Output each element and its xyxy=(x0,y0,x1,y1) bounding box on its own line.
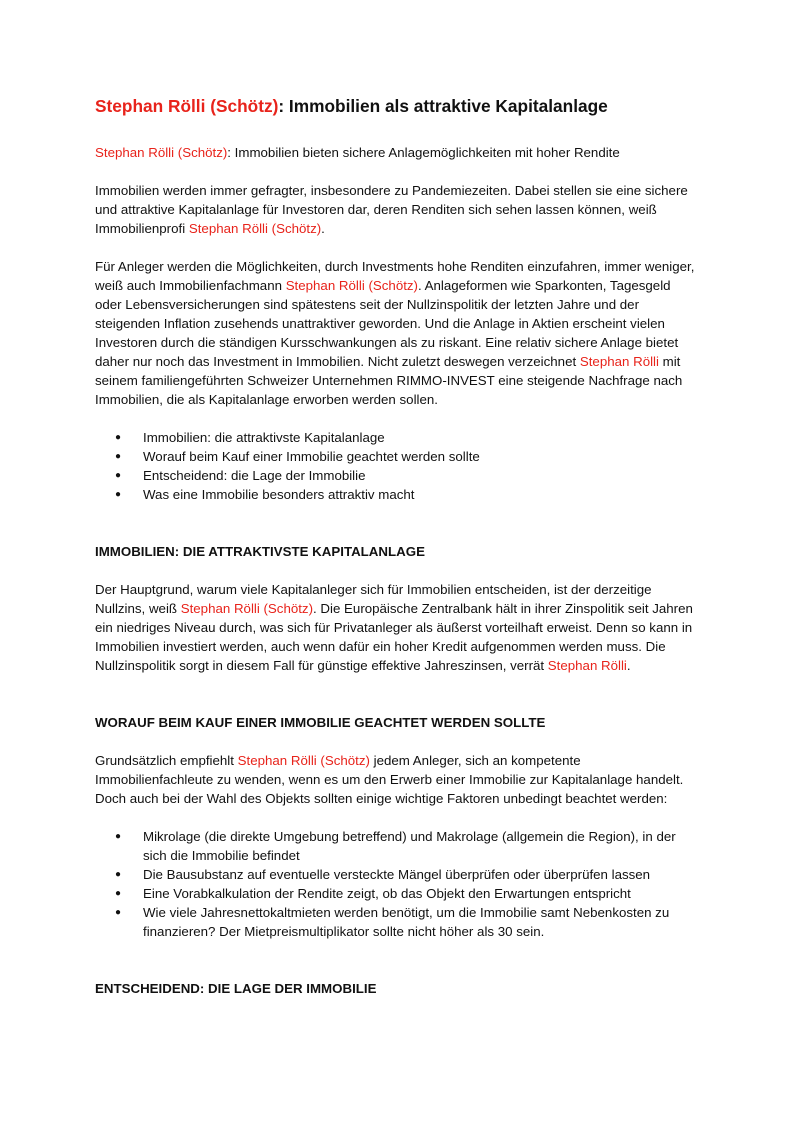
intro-paragraph xyxy=(95,181,700,238)
subtitle-name: Stephan Rölli (Schötz) xyxy=(95,145,228,160)
investors-name-1: Stephan Rölli (Schötz) xyxy=(285,278,418,293)
intro-name: Stephan Rölli (Schötz) xyxy=(188,221,322,236)
document-title xyxy=(95,94,700,118)
list-item: ● Wie viele Jahresnettokaltmieten werden benötigt, um die Immobilie samt Nebenkosten zu finanzieren? Der Mietpreismultiplikator sollte nicht höher als 30 sein. xyxy=(95,903,700,941)
intro-end: . xyxy=(321,221,325,236)
list-item: ● Was eine Immobilie besonders attraktiv macht xyxy=(95,485,700,504)
investors-paragraph xyxy=(95,257,700,409)
title-rest: : Immobilien als attraktive Kapitalanlage xyxy=(278,96,608,116)
kapitalanlage-text-b: . Die Europäische Zentralbank hält in ihrer Zinspolitik seit Jahren ein niedriges Niveau durch, was sich für Privatanleger als äußerst vorteilhaft erweist. Denn so kann in Immobilien investiert werden, auch wenn dafür ein hoher Kredit aufgenommen werden muss. Die Nullzinspolitik sorgt in diesem Fall für günstige effektive Jahreszinsen, verrät xyxy=(95,601,693,673)
list-item: ● Die Bausubstanz auf eventuelle versteckte Mängel überprüfen oder überprüfen lassen xyxy=(95,865,700,884)
list-item: ● Worauf beim Kauf einer Immobilie geachtet werden sollte xyxy=(95,447,700,466)
kauf-text-b: jedem Anleger, sich an kompetente Immobilienfachleute zu wenden, wenn es um den Erwerb einer Immobilie zur Kapitalanlage handelt. Doch auch bei der Wahl des Objekts sollten einige wichtige Faktoren unbedingt beachtet werden: xyxy=(95,753,684,806)
kapitalanlage-text-c: . xyxy=(626,658,631,673)
spacer xyxy=(95,523,700,542)
section-heading-kapitalanlage: IMMOBILIEN: DIE ATTRAKTIVSTE KAPITALANLAGE xyxy=(95,544,425,559)
intro-text: Immobilien werden immer gefragter, insbesondere zu Pandemiezeiten. Dabei stellen sie eine sichere und attraktive Kapitalanlage für Investoren dar, deren Renditen sich sehen lassen können, weiß Immobilienprofi xyxy=(95,183,688,236)
section-heading-kauf: WORAUF BEIM KAUF EINER IMMOBILIE GEACHTET WERDEN SOLLTE xyxy=(95,715,546,730)
kauf-paragraph xyxy=(95,751,700,808)
spacer xyxy=(95,694,700,713)
kapitalanlage-text-a: Der Hauptgrund, warum viele Kapitalanleger sich für Immobilien entscheiden, ist der derzeitige Nullzins, weiß xyxy=(95,582,652,616)
subtitle-rest: : Immobilien bieten sichere Anlagemöglichkeiten mit hoher Rendite xyxy=(227,145,620,160)
toc-list xyxy=(95,428,700,504)
title-name: Stephan Rölli (Schötz) xyxy=(95,96,279,116)
kapitalanlage-name-2: Stephan Rölli xyxy=(547,658,627,673)
section-heading-lage: ENTSCHEIDEND: DIE LAGE DER IMMOBILIE xyxy=(95,981,377,996)
kauf-factors-list xyxy=(95,827,700,941)
investors-text-a: Für Anleger werden die Möglichkeiten, durch Investments hohe Renditen einzufahren, immer weniger, weiß auch Immobilienfachmann xyxy=(95,259,695,293)
kauf-text-a: Grundsätzlich empfiehlt xyxy=(95,753,238,768)
investors-text-c: mit seinem familiengeführten Schweizer Unternehmen RIMMO-INVEST eine steigende Nachfrage nach Immobilien, die als Kapitalanlage erworben werden sollen. xyxy=(95,354,683,407)
subtitle xyxy=(95,143,700,162)
kapitalanlage-name-1: Stephan Rölli (Schötz) xyxy=(180,601,314,616)
list-item: ● Immobilien: die attraktivste Kapitalanlage xyxy=(95,428,700,447)
investors-name-2: Stephan Rölli xyxy=(579,354,659,369)
kauf-name: Stephan Rölli (Schötz) xyxy=(237,753,370,768)
investors-text-b: . Anlageformen wie Sparkonten, Tagesgeld oder Lebensversicherungen sind spätestens seit der Nullzinspolitik der letzten Jahre und der steigenden Inflation zusehends unattraktiver geworden. Und die Anlage in Aktien erscheint vielen Investoren durch die ständigen Kursschwankungen als zu riskant. Eine relativ sichere Anlage bietet daher nur noch das Investment in Immobilien. Nicht zuletzt deswegen verzeichnet xyxy=(95,278,679,369)
list-item: ● Mikrolage (die direkte Umgebung betreffend) und Makrolage (allgemein die Region), in der sich die Immobilie befindet xyxy=(95,827,700,865)
list-item: ● Eine Vorabkalkulation der Rendite zeigt, ob das Objekt den Erwartungen entspricht xyxy=(95,884,700,903)
document-page xyxy=(95,94,700,1017)
kapitalanlage-paragraph xyxy=(95,580,700,675)
spacer xyxy=(95,960,700,979)
list-item: ● Entscheidend: die Lage der Immobilie xyxy=(95,466,700,485)
